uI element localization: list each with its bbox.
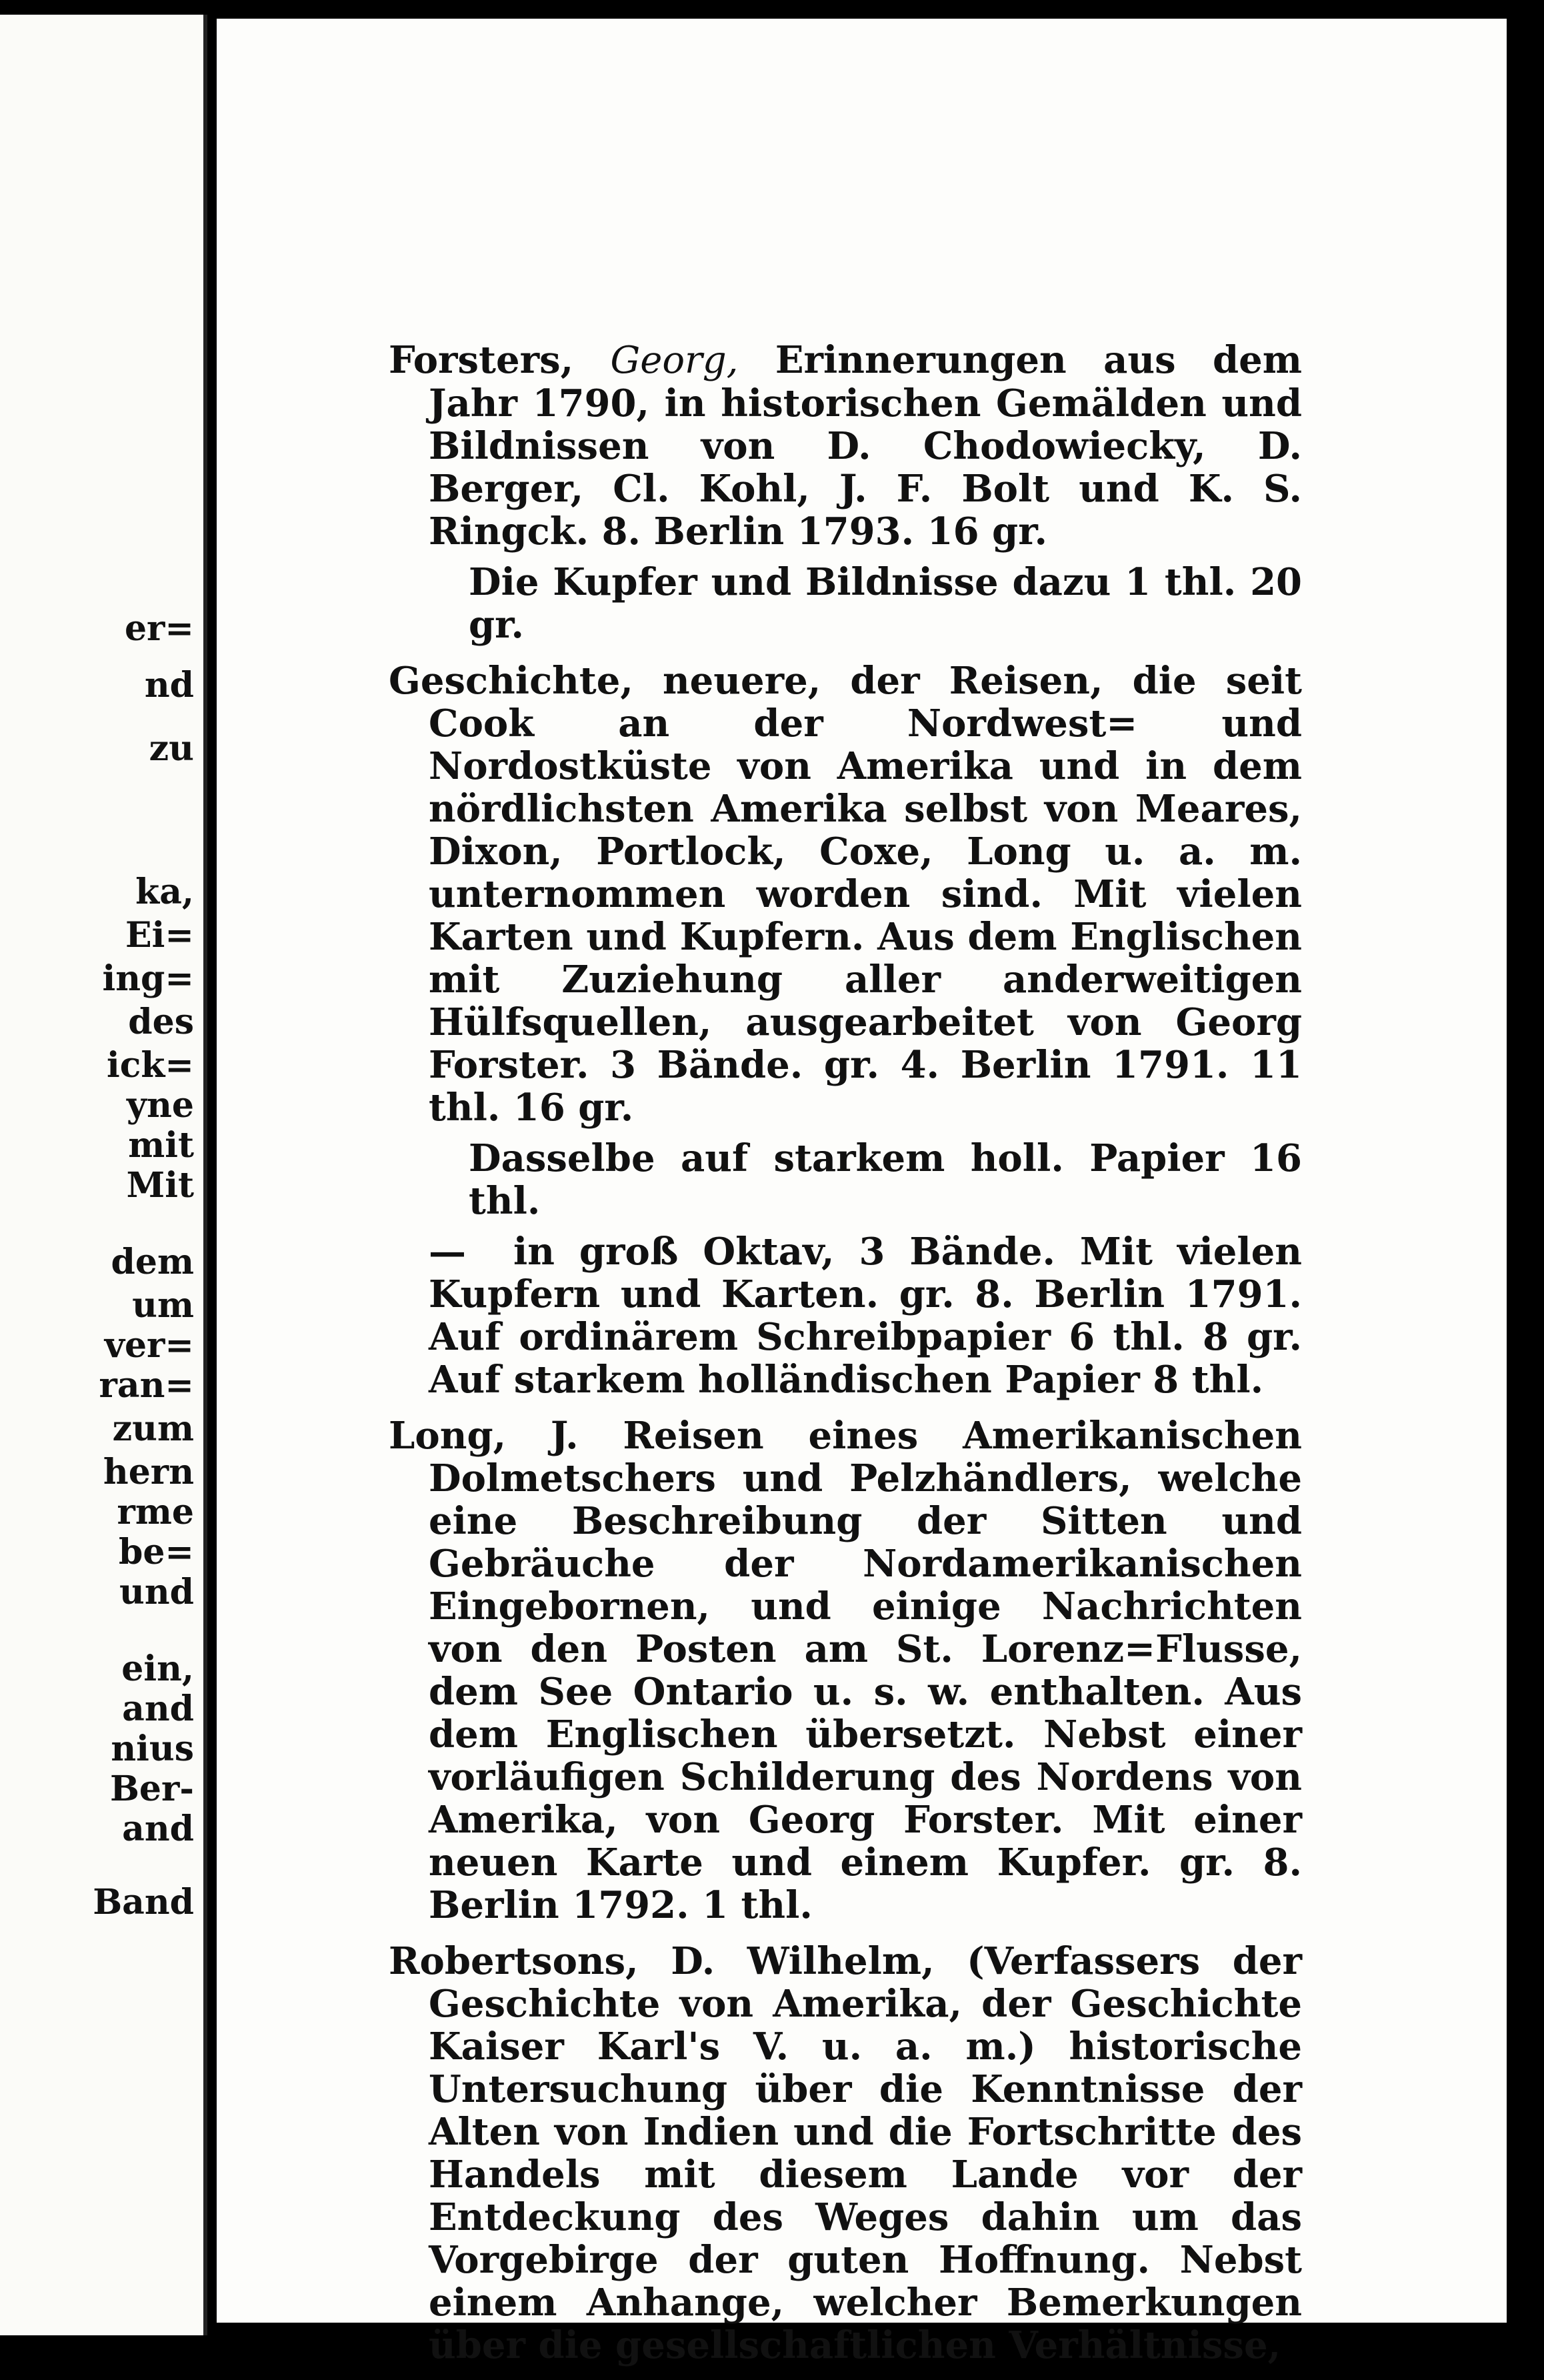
left-fragment: ein, [121, 1648, 194, 1689]
left-fragment: nd [144, 665, 194, 706]
entry-body: J. Reisen eines Amerikanischen Dolmetschers und Pelzhändlers, welche eine Beschreibung der Sitten und Gebräuche der Nordamerikanischen Eingebornen, und einige Nachrichten von den Posten am St. Lorenz=Flusse, dem See Ontario u. s. w. enthalten. Aus dem Englischen übersetzt. Nebst einer vorläufigen Schilderung des Nordens von Amerika, von Georg Forster. Mit einer neuen Karte und einem Kupfer. gr. 8. Berlin 1792. 1 thl. [429, 1414, 1302, 1927]
note-text: Dasselbe auf starkem holl. Papier 16 thl. [469, 1136, 1302, 1223]
left-fragment: nius [111, 1728, 194, 1769]
catalog-entry-forsters [389, 339, 1302, 646]
entry-text [389, 339, 1302, 553]
note-text: in groß Oktav, 3 Bände. Mit vielen Kupfern und Karten. gr. 8. Berlin 1791. Auf ordinärem Schreibpapier 6 thl. 8 gr. Auf starkem holländischen Papier 8 thl. [429, 1230, 1303, 1402]
entry-author: Robertsons, [389, 1939, 639, 1983]
entry-body: Erinnerungen aus dem Jahr 1790, in historischen Gemälden und Bildnissen von D. Chodowiecky, D. Berger, Cl. Kohl, J. F. Bolt und K. S. Ringck. 8. Berlin 1793. 16 gr. [429, 338, 1303, 553]
entry-note [389, 561, 1302, 646]
entry-text [389, 660, 1302, 1129]
left-fragment: um [132, 1285, 194, 1326]
left-fragment: ran= [99, 1365, 194, 1406]
left-fragment: Mit [126, 1165, 194, 1206]
left-page-edge [0, 15, 207, 2335]
left-fragment: be= [118, 1532, 194, 1572]
entry-first-name: Georg, [610, 339, 739, 382]
note-dash: — [429, 1230, 466, 1274]
left-fragment: und [119, 1572, 194, 1612]
entry-first-name: D. Wilhelm, [671, 1939, 935, 1983]
left-fragment: and [122, 1809, 194, 1849]
left-fragment: ka, [135, 872, 194, 912]
entry-text [389, 1414, 1302, 1927]
left-fragment: yne [126, 1085, 194, 1126]
entry-author: Forsters, [389, 338, 574, 382]
left-fragment: zu [149, 728, 194, 769]
left-fragment: des [128, 1002, 194, 1042]
left-fragment: dem [111, 1242, 194, 1282]
entry-author: Geschichte, [389, 659, 633, 703]
left-fragment: Ei= [125, 915, 194, 956]
catalog-entry-long [389, 1414, 1302, 1927]
left-fragment: and [122, 1688, 194, 1729]
left-page-text-fragments [0, 15, 203, 2335]
note-text: Die Kupfer und Bildnisse dazu 1 thl. 20 gr. [469, 560, 1302, 647]
left-fragment: er= [124, 608, 194, 649]
left-fragment: Band [93, 1882, 194, 1923]
entry-body: (Verfassers der Geschichte von Amerika, der Geschichte Kaiser Karl's V. u. a. m.) historische Untersuchung über die Kenntnisse der Alten von Indien und die Fortschritte des Handels mit diesem Lande vor der Entdeckung des Weges dahin um das Vorgebirge der guten Hoffnung. Nebst einem Anhange, welcher Bemerkungen über die gesellschaftlichen Verhältnisse, [429, 1939, 1302, 2367]
left-fragment: ick= [106, 1045, 194, 1086]
left-fragment: ing= [102, 958, 194, 999]
catalog-entry-geschichte [389, 660, 1302, 1401]
left-fragment: zum [112, 1408, 194, 1449]
left-fragment: ver= [104, 1325, 194, 1366]
left-fragment: hern [103, 1452, 194, 1492]
left-fragment: mit [128, 1125, 194, 1166]
entry-author: Long, [389, 1414, 507, 1458]
entry-note [389, 1230, 1302, 1401]
entry-body: neuere, der Reisen, die seit Cook an der Nordwest= und Nordostküste von Amerika und in dem nördlichsten Amerika selbst von Meares, Dixon, Portlock, Coxe, Long u. a. m. unternommen worden sind. Mit vielen Karten und Kupfern. Aus dem Englischen mit Zuziehung aller anderweitigen Hülfsquellen, ausgearbeitet von Georg Forster. 3 Bände. gr. 4. Berlin 1791. 11 thl. 16 gr. [429, 659, 1302, 1130]
entry-text [389, 1940, 1302, 2367]
catalog-entry-robertsons [389, 1940, 1302, 2367]
right-page [217, 19, 1507, 2367]
left-fragment: rme [117, 1492, 194, 1532]
entry-note [389, 1137, 1302, 1222]
catalog-entries [389, 339, 1302, 2380]
left-fragment: Ber- [109, 1768, 194, 1809]
